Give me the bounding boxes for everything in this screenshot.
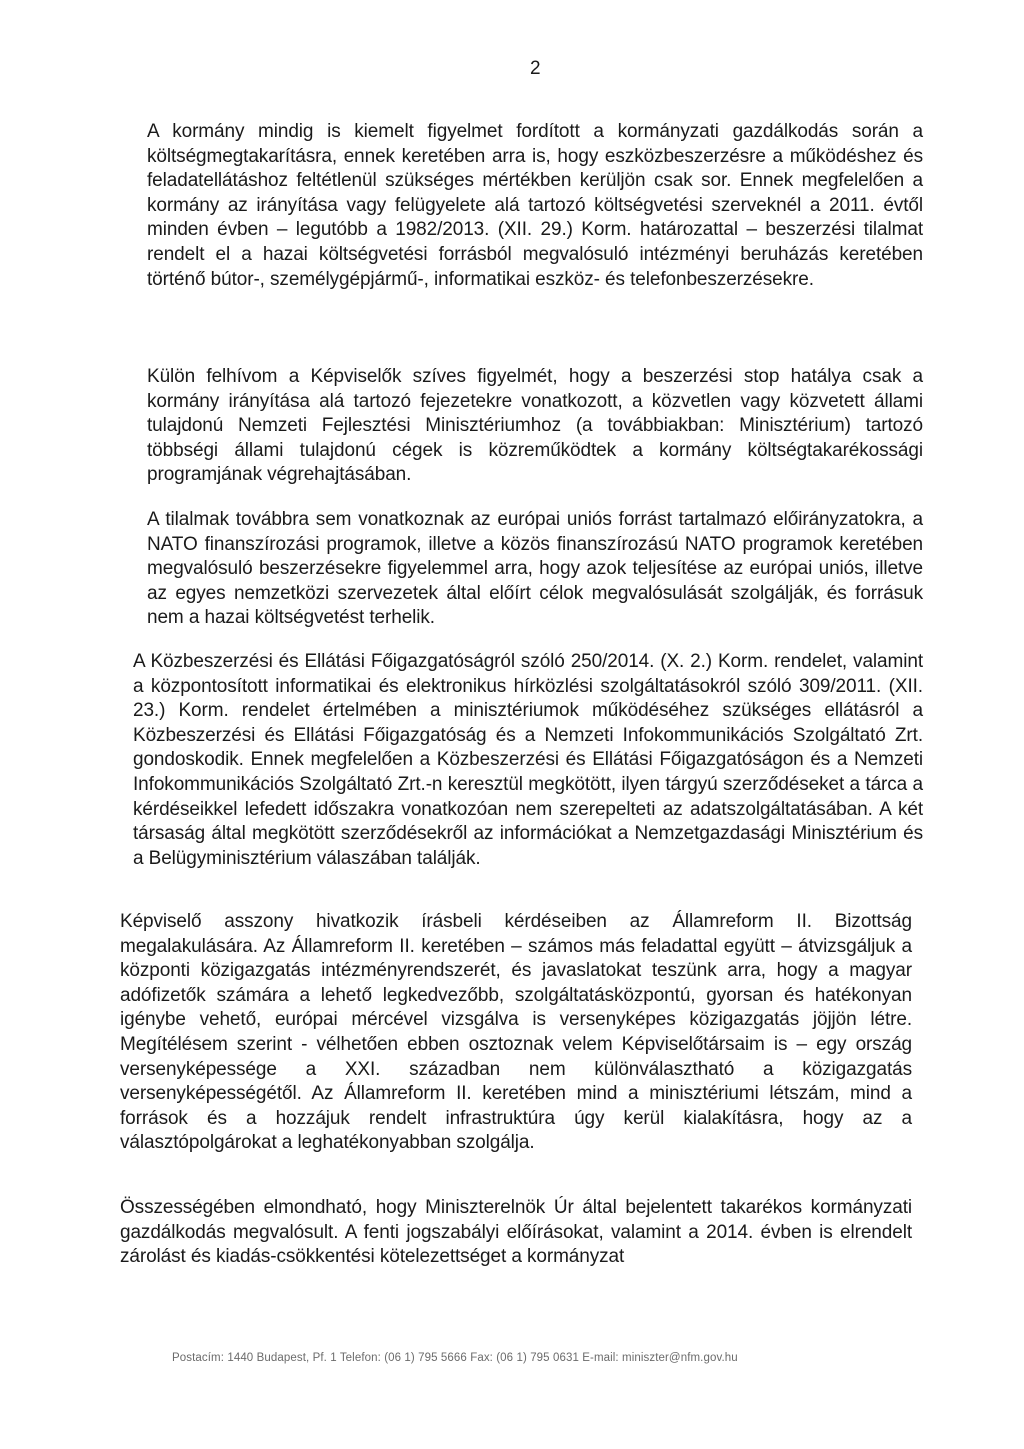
paragraph-eu-nato-exceptions: A tilalmak továbbra sem vonatkoznak az európai uniós forrást tartalmazó előirányzatokra, a NATO finanszírozási programok, illetve a közös finanszírozású NATO programok keretében megvalósuló beszerzésekre figyelemmel arra, hogy azok teljesítése az európai uniós, illetve az egyes nemzetközi szervezetek által előírt célok megvalósulását szolgálják, és forrásuk nem a hazai költségvetést terhelik.	[147, 509, 923, 629]
paragraph-central-procurement: A Közbeszerzési és Ellátási Főigazgatóságról szóló 250/2014. (X. 2.) Korm. rendelet, valamint a központosított informatikai és elektronikus hírközlési szolgáltatásokról szóló 309/2011. (XII. 23.) Korm. rendelet értelmében a minisztériumok működéséhez szükséges ellátásról a Közbeszerzési és Ellátási Főigazgatóság és a Nemzeti Infokommunikációs Szolgáltató Zrt. gondoskodik. Ennek megfelelően a Közbeszerzési és Ellátási Főigazgatóságon és a Nemzeti Infokommunikációs Szolgáltató Zrt.-n keresztül megkötött, ilyen tárgyú szerződéseket a tárca a kérdéseikkel lefedett időszakra vonatkozóan nem szerepelteti az adatszolgáltatásában. A két társaság által megkötött szerződésekről az információkat a Nemzetgazdasági Minisztérium és a Belügyminisztérium válaszában találják.	[133, 651, 923, 869]
paragraph-summary: Összességében elmondható, hogy Miniszterelnök Úr által bejelentett takarékos kormányzati gazdálkodás megvalósult. A fenti jogszabályi előírásokat, valamint a 2014. évben is elrendelt zárolást és kiadás-csökkentési kötelezettséget a kormányzat	[120, 1197, 912, 1268]
footer-contact-info: Postacím: 1440 Budapest, Pf. 1 Telefon: (06 1) 795 5666 Fax: (06 1) 795 0631 E-mail: miniszter@nfm.gov.hu	[172, 1352, 738, 1364]
paragraph-procurement-ban: A kormány mindig is kiemelt figyelmet fordított a kormányzati gazdálkodás során a költségmegtakarításra, ennek keretében arra is, hogy eszközbeszerzésre a működéshez és feladatellátáshoz feltétlenül szükséges mértékben kerüljön csak sor. Ennek megfelelően a kormány az irányítása vagy felügyelete alá tartozó költségvetési szerveknél a 2011. évtől minden évben – legutóbb a 1982/2013. (XII. 29.) Korm. határozattal – beszerzési tilalmat rendelt el a hazai költségvetési forrásból megvalósuló intézményi beruházás keretében történő bútor-, személygépjármű-, informatikai eszköz- és telefonbeszerzésekre.	[147, 121, 923, 290]
page-number: 2	[530, 58, 541, 79]
paragraph-state-owned-companies: Külön felhívom a Képviselők szíves figyelmét, hogy a beszerzési stop hatálya csak a kormány irányítása alá tartozó fejezetekre vonatkozott, a közvetlen vagy közvetett állami tulajdonú Nemzeti Fejlesztési Minisztériumhoz (a továbbiakban: Minisztérium) tartozó többségi állami tulajdonú cégek is közreműködtek a kormány költségtakarékossági programjának végrehajtásában.	[147, 366, 923, 486]
paragraph-state-reform: Képviselő asszony hivatkozik írásbeli kérdéseiben az Államreform II. Bizottság megalakulására. Az Államreform II. keretében – számos más feladattal együtt – átvizsgáljuk a központi közigazgatás intézményrendszerét, és javaslatokat teszünk arra, hogy a magyar adófizetők számára a lehető legkedvezőbb, szolgáltatásközpontú, gyorsan és hatékonyan igénybe vehető, európai mércével vizsgálva is versenyképes közigazgatás jöjjön létre. Megítélésem szerint - vélhetően ebben osztoznak velem Képviselőtársaim is – egy ország versenyképessége a XXI. században nem különválasztható a közigazgatás versenyképességétől. Az Államreform II. keretében mind a minisztériumi létszám, mind a források és a hozzájuk rendelt infrastruktúra úgy kerül kialakításra, hogy az a választópolgárokat a leghatékonyabban szolgálja.	[120, 911, 912, 1154]
